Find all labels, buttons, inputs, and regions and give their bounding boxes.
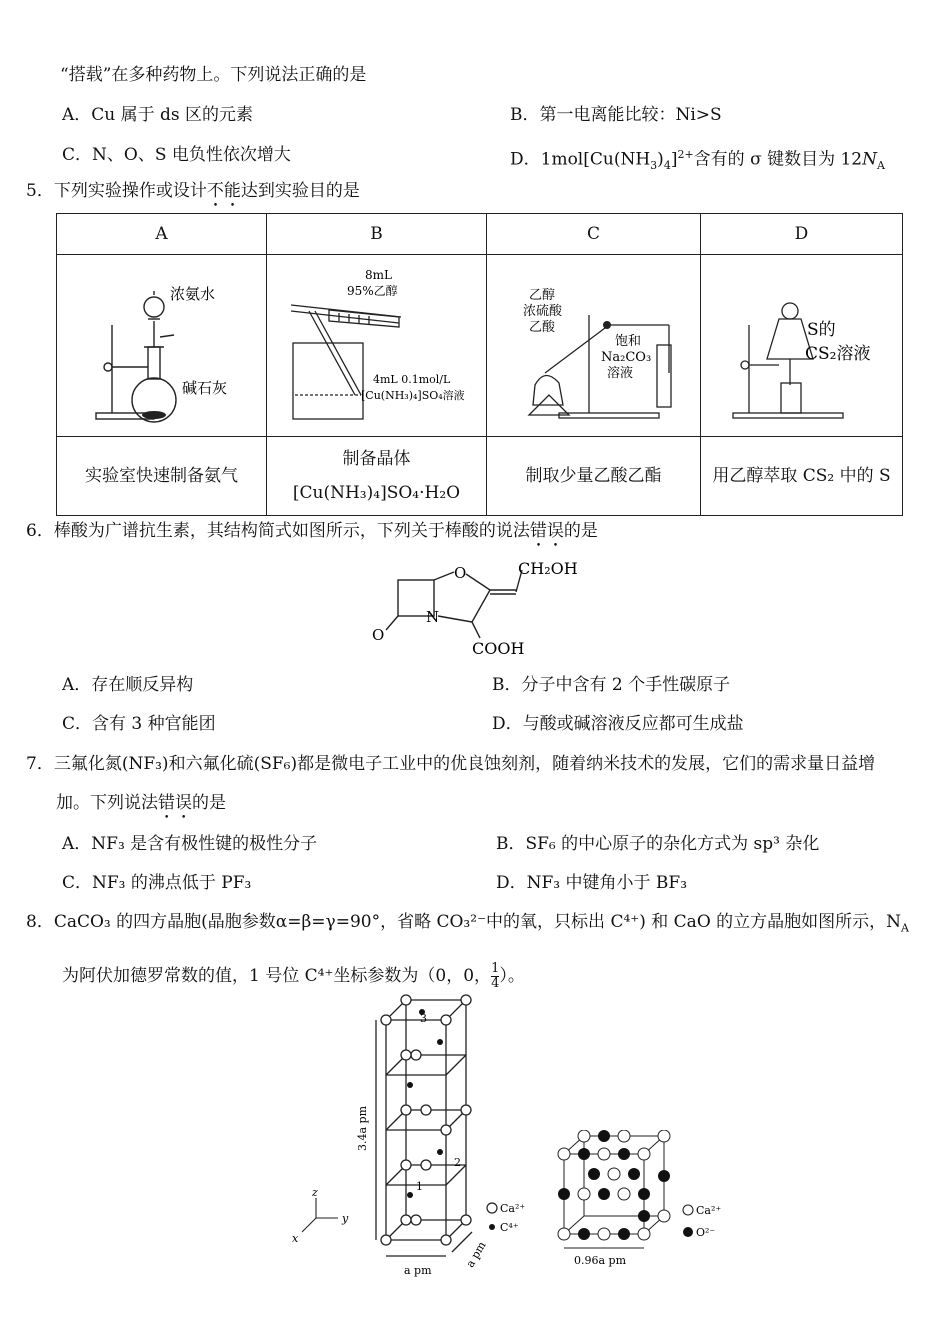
ring-oxygen: O: [454, 564, 467, 582]
carbonyl-oxygen: O: [372, 626, 385, 644]
apparatus-d: [701, 255, 903, 437]
caption-b: 制备晶体 [Cu(NH₃)₄]SO₄·H₂O: [267, 437, 487, 516]
q4-stem-tail: “搭载”在多种药物上。下列说法正确的是: [60, 65, 367, 85]
legend-ca2-label: Ca²⁺: [696, 1204, 722, 1217]
q7-option-c: C．NF₃ 的沸点低于 PF₃: [62, 873, 252, 893]
q7-option-d: D．NF₃ 中键角小于 BF₃: [496, 873, 688, 893]
label-height: 3.4a pm: [356, 1105, 369, 1151]
label-position-3: 3: [420, 1012, 427, 1025]
label-width: a pm: [404, 1264, 432, 1277]
label-position-2: 2: [454, 1156, 461, 1169]
axis-y-label: y: [342, 1212, 349, 1225]
label-ethanol-95: 95%乙醇: [346, 284, 398, 298]
col-header-b: B: [267, 214, 487, 255]
col-header-d: D: [701, 214, 903, 255]
q7-stem-line1: 7．三氟化氮(NF₃)和六氟化硫(SF₆)都是微电子工业中的优良蚀刻剂，随着纳米技术的发展，它们的需求量日益增: [26, 754, 876, 774]
apparatus-a: [57, 255, 267, 437]
label-conc-ammonia: 浓氨水: [169, 285, 215, 303]
label-ethanol: 乙醇: [528, 288, 555, 303]
legend-c-label: C⁴⁺: [500, 1221, 519, 1234]
label-na2co3: Na₂CO₃: [600, 350, 651, 365]
q6-option-b: B．分子中含有 2 个手性碳原子: [492, 675, 731, 695]
q4-option-a: A．Cu 属于 ds 区的元素: [62, 105, 254, 125]
group-cooh: COOH: [472, 639, 525, 658]
label-solution: 溶液: [606, 366, 633, 381]
q5-stem: 5．下列实验操作或设计不能达到实验目的是: [26, 181, 360, 201]
caption-a: 实验室快速制备氨气: [57, 437, 267, 516]
q8-stem-line1: 8．CaCO₃ 的四方晶胞(晶胞参数α=β=γ=90°，省略 CO₃²⁻中的氧，只标出 C⁴⁺) 和 CaO 的立方晶胞如图所示，$N_A$: [26, 912, 909, 935]
col-header-c: C: [487, 214, 701, 255]
ring-nitrogen: N: [426, 608, 440, 626]
group-ch2oh: CH₂OH: [518, 559, 578, 578]
q6-option-a: A．存在顺反异构: [62, 675, 194, 695]
q6-stem: 6．棒酸为广谱抗生素，其结构简式如图所示，下列关于棒酸的说法错误的是: [26, 521, 598, 541]
legend-ca-label: Ca²⁺: [500, 1202, 526, 1215]
q6-option-c: C．含有 3 种官能团: [62, 714, 216, 734]
label-solution-name: [Cu(NH₃)₄]SO₄溶液: [360, 389, 465, 402]
label-solution-conc: 4mL 0.1mol/L: [372, 373, 450, 386]
axis-x-label: x: [292, 1232, 299, 1245]
extraction-diagram: [703, 255, 901, 431]
q5-experiment-table: [56, 213, 903, 516]
legend-o-label: O²⁻: [696, 1226, 716, 1239]
label-s: S的: [806, 320, 836, 340]
q7-option-a: A．NF₃ 是含有极性键的极性分子: [62, 834, 318, 854]
ester-prep-diagram: [489, 255, 699, 431]
q4-option-c: C．N、O、S 电负性依次增大: [62, 145, 291, 165]
q7-option-b: B．SF₆ 的中心原子的杂化方式为 sp³ 杂化: [496, 834, 820, 854]
q8-stem-line2: 为阿伏加德罗常数的值，1 号位 C⁴⁺坐标参数为（0，0， $\frac{1}{4}$ ）。: [62, 961, 525, 991]
label-depth: a pm: [463, 1239, 489, 1270]
apparatus-c: [487, 255, 701, 437]
q4-option-d: D．$1mol[Cu(NH_3)_4]^{2+}$含有的 σ 键数目为 $12N_A$: [510, 148, 885, 173]
clavulanic-acid-structure: [360, 552, 580, 662]
caco3-tetragonal-cell: [280, 990, 540, 1290]
label-soda-lime: 碱石灰: [181, 379, 227, 397]
ammonia-apparatus-diagram: [62, 255, 262, 431]
cao-cubic-cell: [550, 1130, 730, 1270]
label-cao-edge: 0.96a pm: [574, 1254, 627, 1267]
q6-option-d: D．与酸或碱溶液反应都可生成盐: [492, 714, 744, 734]
caption-d: 用乙醇萃取 CS₂ 中的 S: [701, 437, 903, 516]
q7-stem-line2: 加。下列说法错误的是: [56, 793, 226, 813]
axis-z-label: z: [312, 1186, 318, 1199]
crystal-prep-diagram: [269, 255, 485, 431]
label-position-1: 1: [416, 1180, 423, 1193]
q4-option-b: B．第一电离能比较：Ni>S: [510, 105, 722, 125]
label-cs2-solution: CS₂溶液: [804, 344, 870, 364]
label-8ml: 8mL: [364, 268, 392, 282]
apparatus-b: [267, 255, 487, 437]
col-header-a: A: [57, 214, 267, 255]
label-saturated: 饱和: [614, 334, 641, 349]
caption-c: 制取少量乙酸乙酯: [487, 437, 701, 516]
label-conc-sulfuric: 浓硫酸: [522, 304, 562, 319]
label-acetic-acid: 乙酸: [528, 320, 555, 335]
